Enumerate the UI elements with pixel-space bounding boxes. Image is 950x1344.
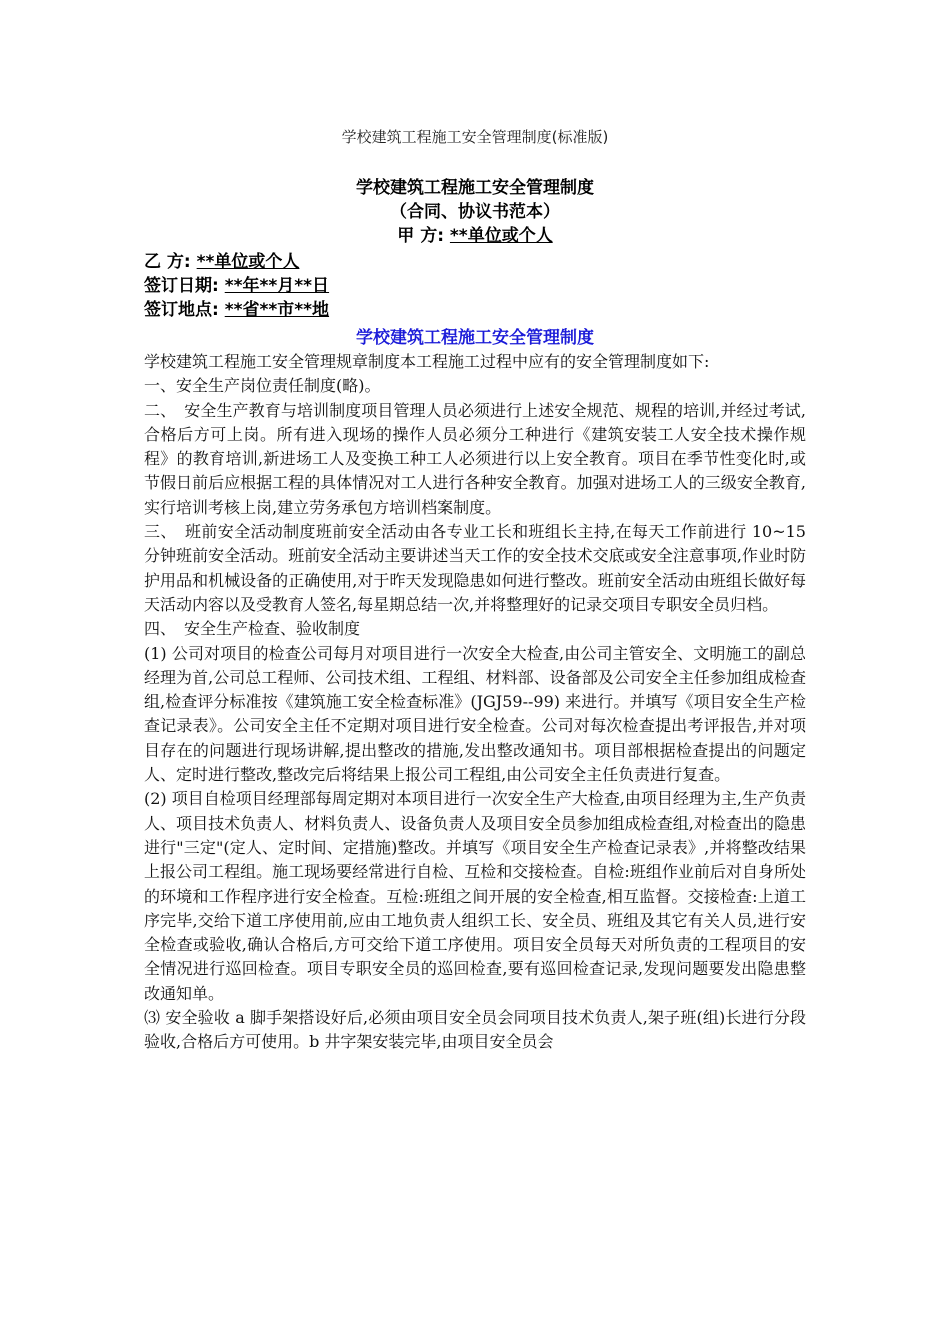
cover-title: 学校建筑工程施工安全管理制度 bbox=[356, 178, 594, 198]
section-title: 学校建筑工程施工安全管理制度 bbox=[356, 328, 594, 348]
party-a-line bbox=[0, 224, 950, 248]
sign-date-line bbox=[144, 274, 329, 298]
paragraph: 学校建筑工程施工安全管理规章制度本工程施工过程中应有的安全管理制度如下: bbox=[144, 352, 710, 371]
party-a-value: **单位或个人 bbox=[449, 226, 553, 246]
body-text bbox=[144, 350, 806, 1055]
party-a-label: 甲 方: bbox=[397, 226, 450, 246]
party-b-value: **单位或个人 bbox=[196, 252, 300, 272]
party-b-label: 乙 方: bbox=[144, 252, 197, 272]
paragraph: 一、安全生产岗位责任制度(略)。 bbox=[144, 376, 381, 396]
paragraph: (2) 项目自检项目经理部每周定期对本项目进行一次安全生产大检查,由项目经理为主,生产负责人、项目技术负责人、材料负责人、设备负责人及项目安全员参加组成检查组,对检查出的隐患进行"三定"(定人、定时间、定措施)整改。并填写《项目安全生产检查记录表》,并将整改结果上报公司工程组。施工现场要经常进行自检、互检和交接检查。自检:班组作业前后对自身所处的环境和工作程序进行安全检查。互检:班组之间开展的安全检查,相互监督。交接检查:上道工序完毕,交给下道工序使用前,应由工地负责人组织工长、安全员、班组及其它有关人员,进行安全检查或验收,确认合格后,方可交给下道工序使用。项目安全员每天对所负责的工程项目的安全情况进行巡回检查。项目专职安全员的巡回检查,要有巡回检查记录,发现问题要发出隐患整改通知单。 bbox=[144, 789, 806, 1003]
paragraph: ⑶ 安全验收 a 脚手架搭设好后,必须由项目安全员会同项目技术负责人,架子班(组)长进行分段验收,合格后方可使用。b 井字架安装完毕,由项目安全员会 bbox=[144, 1008, 806, 1052]
paragraph: 三、 班前安全活动制度班前安全活动由各专业工长和班组长主持,在每天工作前进行 10~15 分钟班前安全活动。班前安全活动主要讲述当天工作的安全技术交底或安全注意事项,作业时防护用品和机械设备的正确使用,对于昨天发现隐患如何进行整改。班前安全活动由班组长做好每天活动内容以及受教育人签名,每星期总结一次,并将整理好的记录交项目专职安全员归档。 bbox=[144, 522, 806, 614]
paragraph: 四、 安全生产检查、验收制度 bbox=[144, 619, 361, 639]
paragraph: (1) 公司对项目的检查公司每月对项目进行一次安全大检查,由公司主管安全、文明施工的副总经理为首,公司总工程师、公司技术组、工程组、材料部、设备部及公司安全主任参加组成检查组,检查评分标准按《建筑施工安全检查标准》(JGJ59--99) 来进行。并填写《项目安全生产检查记录表》。公司安全主任不定期对项目进行安全检查。公司对每次检查提出考评报告,并对项目存在的问题进行现场讲解,提出整改的措施,发出整改通知书。项目部根据检查提出的问题定人、定时进行整改,整改完后将结果上报公司工程组,由公司安全主任负责进行复查。 bbox=[144, 643, 806, 785]
sign-date-value: **年**月**日 bbox=[224, 276, 330, 296]
sign-place-value: **省**市**地 bbox=[224, 300, 330, 320]
sign-place-line bbox=[144, 298, 329, 322]
sign-date-label: 签订日期: bbox=[144, 276, 225, 296]
paragraph: 二、 安全生产教育与培训制度项目管理人员必须进行上述安全规范、规程的培训,并经过考试,合格后方可上岗。所有进入现场的操作人员必须分工种进行《建筑安装工人安全技术操作规程》的教育培训,新进场工人及变换工种工人必须进行以上安全教育。项目在季节性变化时,或节假日前后应根据工程的具体情况对工人进行各种安全教育。加强对进场工人的三级安全教育,实行培训考核上岗,建立劳务承包方培训档案制度。 bbox=[144, 400, 806, 517]
sign-place-label: 签订地点: bbox=[144, 300, 225, 320]
agreement-info bbox=[144, 250, 329, 322]
cover-block bbox=[0, 176, 950, 248]
cover-subtitle: （合同、协议书范本） bbox=[390, 202, 560, 222]
document-header-title: 学校建筑工程施工安全管理制度(标准版) bbox=[341, 128, 609, 146]
party-b-line bbox=[144, 250, 329, 274]
